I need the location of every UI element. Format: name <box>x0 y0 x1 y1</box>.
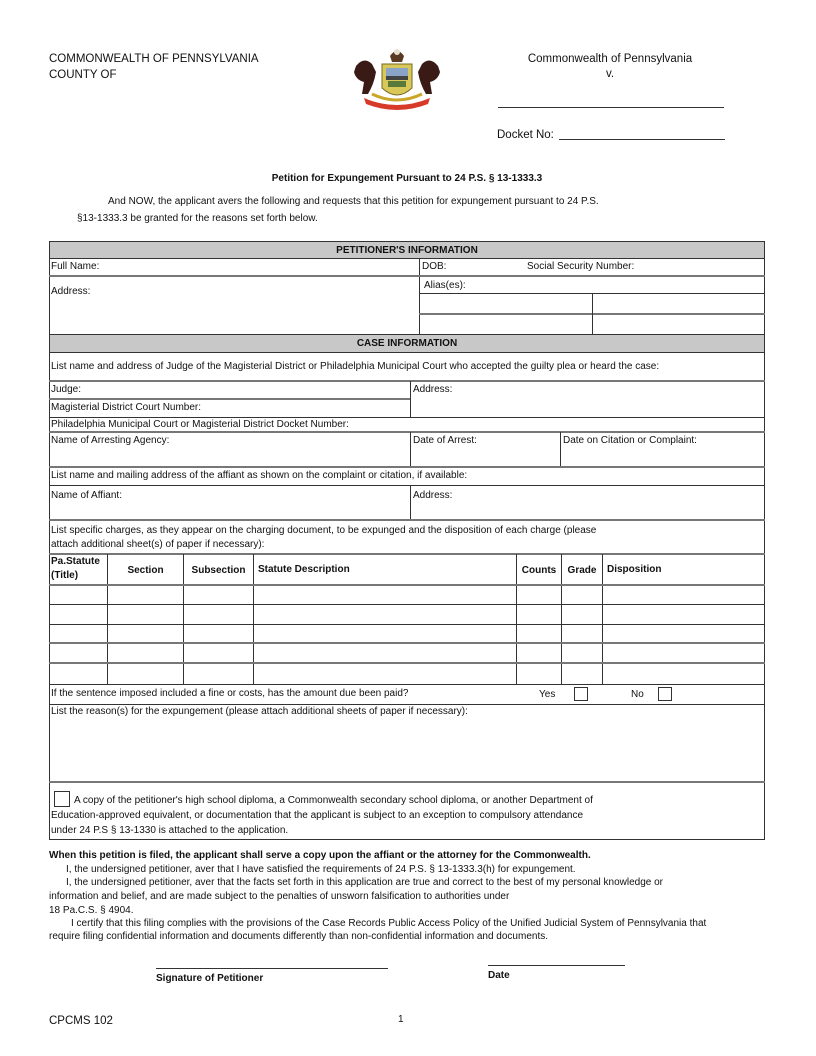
page-number: 1 <box>398 1014 404 1025</box>
judge-address-label: Address: <box>413 384 453 395</box>
aver-facts-line-1: I, the undersigned petitioner, aver that the facts set forth in this application are true and correct to the best of my personal knowledge or <box>66 877 664 888</box>
date-line[interactable] <box>488 965 625 966</box>
certify-line-1: I certify that this filing complies with the provisions of the Case Records Public Access Policy of the Unified Judicial System of Pennsylvania that <box>71 918 707 929</box>
diploma-line-1: A copy of the petitioner's high school diploma, a Commonwealth secondary school diploma, or another Department of <box>74 795 593 806</box>
judge-address-field[interactable] <box>413 396 763 416</box>
signature-line[interactable] <box>156 968 388 969</box>
col-header-grade: Grade <box>567 565 597 576</box>
fine-no-checkbox[interactable] <box>658 687 672 701</box>
aver-requirements: I, the undersigned petitioner, aver that I have satisfied the requirements of 24 P.S. § 13-1333.3(h) for expungement. <box>66 864 576 875</box>
col-header-pa-statute: Pa.Statute <box>51 556 100 567</box>
mdj-number-field[interactable] <box>215 400 408 416</box>
aver-facts-line-3: 18 Pa.C.S. § 4904. <box>49 905 134 916</box>
date-label: Date <box>488 970 510 981</box>
dob-field[interactable] <box>450 259 524 275</box>
alias-field-3[interactable] <box>420 315 591 333</box>
arresting-agency-label: Name of Arresting Agency: <box>51 435 170 446</box>
col-header-pa-statute-title: (Title) <box>51 570 79 581</box>
ssn-field[interactable] <box>645 259 763 275</box>
docket-no-line[interactable] <box>559 139 725 140</box>
judge-instruction: List name and address of Judge of the Magisterial District or Philadelphia Municipal Court who accepted the guilty plea or heard the case: <box>51 361 660 372</box>
date-of-arrest-field[interactable] <box>413 447 558 465</box>
page-title: Petition for Expungement Pursuant to 24 P.S. § 13-1333.3 <box>271 173 543 184</box>
aver-facts-line-2: information and belief, and are made subject to the penalties of unsworn falsification to authorities under <box>49 891 510 902</box>
pennsylvania-seal-icon <box>350 46 444 112</box>
petitioner-address-field[interactable] <box>51 298 417 332</box>
alias-field-1[interactable] <box>420 294 591 312</box>
charge-row-1[interactable] <box>50 586 764 603</box>
signature-label: Signature of Petitioner <box>156 973 264 984</box>
col-header-statute-description: Statute Description <box>258 564 350 575</box>
header-county-label: COUNTY OF <box>49 69 117 81</box>
fine-yes-label: Yes <box>539 689 556 700</box>
header-commonwealth-label: COMMONWEALTH OF PENNSYLVANIA <box>49 53 259 65</box>
petitioner-section-title: PETITIONER'S INFORMATION <box>336 245 478 256</box>
charges-instruction-line-1: List specific charges, as they appear on the charging document, to be expunged and the disposition of each charge (please <box>51 525 597 536</box>
diploma-line-2: Education-approved equivalent, or documentation that the applicant is subject to an exception to compulsory attendance <box>51 810 584 821</box>
date-of-arrest-label: Date of Arrest: <box>413 435 477 446</box>
charge-row-3[interactable] <box>50 625 764 641</box>
diploma-line-3: under 24 P.S § 13-1330 is attached to the application. <box>51 825 289 836</box>
arresting-agency-field[interactable] <box>51 447 408 465</box>
diploma-checkbox[interactable] <box>54 791 70 807</box>
dob-label: DOB: <box>422 261 447 272</box>
alias-field-2[interactable] <box>593 294 764 312</box>
judge-field[interactable] <box>85 382 408 398</box>
full-name-label: Full Name: <box>51 261 100 272</box>
col-header-counts: Counts <box>521 565 557 576</box>
serve-notice: When this petition is filed, the applicant shall serve a copy upon the affiant or the attorney for the Commonwealth. <box>49 850 591 861</box>
defendant-name-line[interactable] <box>498 107 724 108</box>
charge-row-2[interactable] <box>50 605 764 623</box>
col-header-subsection: Subsection <box>191 565 246 576</box>
docket-number-label: Philadelphia Municipal Court or Magisterial District Docket Number: <box>51 419 349 430</box>
reasons-field[interactable] <box>51 719 763 780</box>
date-citation-label: Date on Citation or Complaint: <box>563 435 697 446</box>
affiant-name-label: Name of Affiant: <box>51 490 122 501</box>
full-name-field[interactable] <box>110 259 418 275</box>
col-header-disposition: Disposition <box>607 564 662 575</box>
affiant-address-label: Address: <box>413 490 453 501</box>
intro-line-1: And NOW, the applicant avers the following and requests that this petition for expungement pursuant to 24 P.S. <box>108 196 599 207</box>
affiant-name-field[interactable] <box>51 502 408 518</box>
judge-label: Judge: <box>51 384 82 395</box>
affiant-address-field[interactable] <box>413 502 763 518</box>
intro-line-2: §13-1333.3 be granted for the reasons set forth below. <box>77 213 318 224</box>
col-header-section: Section <box>127 565 164 576</box>
charges-instruction-line-2: attach additional sheet(s) of paper if necessary): <box>51 539 265 550</box>
mdj-number-label: Magisterial District Court Number: <box>51 402 202 413</box>
reasons-label: List the reason(s) for the expungement (please attach additional sheets of paper if necessary): <box>51 706 468 717</box>
date-citation-field[interactable] <box>563 447 763 465</box>
case-section-title: CASE INFORMATION <box>356 338 458 349</box>
docket-no-label: Docket No: <box>497 129 554 141</box>
alias-label: Alias(es): <box>424 280 466 291</box>
alias-field-4[interactable] <box>593 315 764 333</box>
fine-question: If the sentence imposed included a fine or costs, has the amount due been paid? <box>51 688 409 699</box>
docket-number-field[interactable] <box>375 418 763 431</box>
form-id: CPCMS 102 <box>49 1015 113 1027</box>
charge-row-4[interactable] <box>50 644 764 661</box>
caption-versus: v. <box>605 68 615 80</box>
fine-no-label: No <box>631 689 644 700</box>
certify-line-2: require filing confidential information and documents differently than non-confidential information and documents. <box>49 931 549 942</box>
affiant-instruction: List name and mailing address of the affiant as shown on the complaint or citation, if available: <box>51 470 468 481</box>
charge-row-5[interactable] <box>50 664 764 683</box>
ssn-label: Social Security Number: <box>527 261 635 272</box>
petitioner-address-label: Address: <box>51 286 91 297</box>
caption-commonwealth: Commonwealth of Pennsylvania <box>527 53 693 65</box>
fine-yes-checkbox[interactable] <box>574 687 588 701</box>
